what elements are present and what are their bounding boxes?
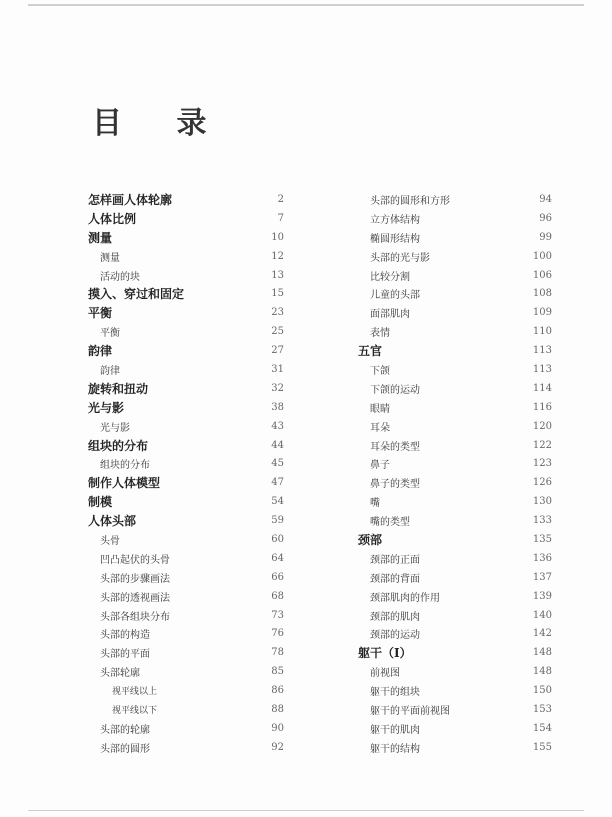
toc-entry[interactable]	[358, 492, 552, 511]
toc-entry-page: 90	[271, 722, 284, 734]
toc-entry-page: 108	[532, 288, 552, 300]
toc-entry[interactable]	[358, 624, 552, 643]
toc-entry-label: 韵律	[100, 365, 120, 377]
toc-entry-page: 47	[271, 477, 284, 489]
toc-entry[interactable]	[88, 511, 284, 530]
toc-entry-page: 109	[532, 307, 552, 319]
toc-entry-page: 59	[271, 515, 284, 527]
toc-entry-label: 平衡	[100, 328, 120, 340]
toc-entry-label: 头部的圆形	[100, 743, 150, 755]
toc-entry-page: 136	[532, 552, 552, 564]
toc-entry-page: 38	[271, 401, 284, 413]
toc-entry-page: 135	[532, 533, 552, 545]
toc-entry-label: 头部的轮廓	[100, 724, 150, 736]
toc-entry-page: 25	[271, 326, 284, 338]
toc-entry-label: 五官	[358, 344, 383, 359]
toc-entry-page: 130	[532, 496, 552, 508]
toc-entry[interactable]	[88, 322, 284, 341]
top-rule	[28, 4, 584, 6]
toc-entry[interactable]	[358, 530, 552, 549]
toc-entry-page: 32	[271, 382, 284, 394]
toc-entry-label: 下颌	[370, 365, 390, 377]
toc-entry[interactable]	[358, 738, 552, 757]
toc-entry[interactable]	[358, 587, 552, 606]
toc-entry[interactable]	[358, 568, 552, 587]
toc-entry-label: 摸入、穿过和固定	[88, 287, 185, 302]
toc-entry[interactable]	[358, 700, 552, 719]
toc-entry[interactable]	[358, 360, 552, 379]
toc-entry-label: 视平线以上	[112, 687, 158, 698]
toc-entry-label: 光与影	[88, 400, 125, 415]
toc-entry-label: 表情	[370, 328, 390, 340]
toc-left-column	[88, 190, 284, 757]
toc-entry-page: 110	[532, 326, 552, 338]
toc-entry-page: 113	[532, 363, 552, 375]
toc-entry[interactable]	[88, 341, 284, 360]
toc-entry[interactable]	[88, 379, 284, 398]
toc-entry[interactable]	[358, 643, 552, 662]
toc-entry-page: 7	[277, 212, 284, 224]
toc-entry-label: 头部的平面	[100, 649, 150, 661]
toc-entry-page: 126	[532, 477, 552, 489]
toc-entry[interactable]	[358, 436, 552, 455]
toc-entry[interactable]	[358, 473, 552, 492]
toc-entry-page: 92	[271, 741, 284, 753]
toc-entry-label: 组块的分布	[88, 438, 149, 453]
toc-entry-label: 颈部的肌肉	[370, 611, 420, 623]
toc-entry[interactable]	[88, 417, 284, 436]
toc-entry-page: 60	[271, 533, 284, 545]
toc-entry-label: 活动的块	[100, 271, 140, 283]
toc-entry-page: 23	[271, 307, 284, 319]
toc-entry-label: 嘴的类型	[370, 517, 410, 529]
toc-entry-label: 头部的透视画法	[100, 592, 170, 604]
toc-entry-page: 31	[271, 363, 284, 375]
toc-entry[interactable]	[88, 190, 284, 209]
toc-entry-label: 颈部的运动	[370, 630, 420, 642]
toc-entry-page: 155	[532, 741, 552, 753]
toc-entry[interactable]	[88, 662, 284, 681]
toc-entry[interactable]	[88, 266, 284, 285]
toc-entry[interactable]	[358, 228, 552, 247]
toc-entry[interactable]	[88, 398, 284, 417]
page-title: 目 录	[92, 106, 229, 142]
toc-entry-page: 114	[532, 382, 552, 394]
toc-entry-label: 椭圆形结构	[370, 233, 420, 245]
toc-entry[interactable]	[358, 719, 552, 738]
toc-entry-label: 耳朵	[370, 422, 390, 434]
toc-entry-label: 鼻子的类型	[370, 479, 420, 491]
toc-entry-page: 139	[532, 590, 552, 602]
toc-entry[interactable]	[358, 454, 552, 473]
toc-entry-label: 前视图	[370, 668, 400, 680]
toc-entry-label: 颈部	[358, 532, 383, 547]
toc-entry[interactable]	[358, 266, 552, 285]
toc-entry-page: 99	[539, 231, 552, 243]
toc-entry-label: 测量	[100, 252, 120, 264]
toc-entry-page: 15	[271, 288, 284, 300]
toc-entry-page: 13	[271, 269, 284, 281]
toc-entry-page: 100	[532, 250, 552, 262]
toc-entry-label: 躯干的肌肉	[370, 724, 420, 736]
toc-entry[interactable]	[88, 228, 284, 247]
toc-entry[interactable]	[358, 209, 552, 228]
toc-entry-label: 颈部的背面	[370, 573, 420, 585]
toc-entry-label: 嘴	[370, 498, 380, 510]
toc-entry[interactable]	[88, 492, 284, 511]
toc-entry-page: 68	[271, 590, 284, 602]
toc-entry-page: 148	[532, 647, 552, 659]
toc-entry[interactable]	[88, 247, 284, 266]
toc-entry-page: 94	[539, 193, 552, 205]
toc-entry[interactable]	[88, 530, 284, 549]
toc-entry[interactable]	[358, 511, 552, 530]
toc-entry-label: 人体比例	[88, 211, 137, 226]
toc-entry[interactable]	[358, 398, 552, 417]
toc-entry[interactable]	[358, 284, 552, 303]
toc-entry[interactable]	[88, 436, 284, 455]
toc-entry-label: 颈部的正面	[370, 554, 420, 566]
toc-entry[interactable]	[88, 587, 284, 606]
toc-right-column	[358, 190, 552, 757]
toc-entry-label: 怎样画人体轮廓	[88, 192, 173, 207]
toc-entry[interactable]	[358, 549, 552, 568]
toc-entry-page: 12	[271, 250, 284, 262]
toc-entry-label: 视平线以下	[112, 705, 158, 716]
toc-entry-page: 66	[271, 571, 284, 583]
toc-entry[interactable]	[88, 473, 284, 492]
toc-entry[interactable]	[358, 322, 552, 341]
toc-entry-page: 96	[539, 212, 552, 224]
toc-entry-label: 躯干（I）	[358, 646, 412, 661]
toc-entry-label: 头部的光与影	[370, 252, 430, 264]
toc-entry[interactable]	[88, 284, 284, 303]
toc-entry-page: 153	[532, 703, 552, 715]
toc-entry-label: 躯干的平面前视图	[370, 705, 450, 717]
toc-entry[interactable]	[358, 247, 552, 266]
toc-entry-page: 64	[271, 552, 284, 564]
toc-entry-label: 立方体结构	[370, 214, 420, 226]
toc-entry-page: 10	[271, 231, 284, 243]
toc-entry-page: 76	[271, 628, 284, 640]
toc-entry-label: 头部各组块分布	[100, 611, 170, 623]
toc-entry-label: 鼻子	[370, 460, 390, 472]
toc-entry-label: 躯干的组块	[370, 687, 420, 699]
toc-entry-page: 44	[271, 439, 284, 451]
toc-entry-page: 43	[271, 420, 284, 432]
toc-entry-label: 头部的构造	[100, 630, 150, 642]
toc-entry[interactable]	[88, 606, 284, 625]
toc-entry-page: 86	[271, 685, 284, 697]
toc-entry-page: 116	[532, 401, 552, 413]
toc-entry-label: 眼睛	[370, 403, 390, 415]
toc-entry-label: 面部肌肉	[370, 309, 410, 321]
toc-entry-label: 颈部肌肉的作用	[370, 592, 440, 604]
toc-entry[interactable]	[358, 417, 552, 436]
toc-entry[interactable]	[358, 341, 552, 360]
toc-entry-label: 躯干的结构	[370, 743, 420, 755]
toc-entry-page: 140	[532, 609, 552, 621]
toc-entry-label: 耳朵的类型	[370, 441, 420, 453]
toc-entry[interactable]	[88, 738, 284, 757]
toc-entry[interactable]	[88, 643, 284, 662]
toc-entry-label: 韵律	[88, 344, 113, 359]
toc-entry-page: 133	[532, 515, 552, 527]
toc-entry[interactable]	[88, 303, 284, 322]
toc-entry[interactable]	[88, 454, 284, 473]
toc-entry-page: 154	[532, 722, 552, 734]
toc-entry-label: 头部的步骤画法	[100, 573, 170, 585]
toc-entry-label: 制作人体模型	[88, 476, 161, 491]
toc-entry-label: 组块的分布	[100, 460, 150, 472]
toc-entry[interactable]	[358, 606, 552, 625]
toc-entry-page: 120	[532, 420, 552, 432]
toc-entry[interactable]	[358, 379, 552, 398]
toc-entry-label: 旋转和扭动	[88, 381, 149, 396]
toc-entry-page: 148	[532, 666, 552, 678]
toc-entry-label: 头骨	[100, 535, 120, 547]
toc-entry[interactable]	[88, 681, 284, 700]
bottom-rule	[28, 810, 584, 811]
toc-entry-page: 123	[532, 458, 552, 470]
toc-entry[interactable]	[88, 624, 284, 643]
toc-entry[interactable]	[88, 719, 284, 738]
toc-entry-label: 制模	[88, 495, 113, 510]
toc-entry-page: 54	[271, 496, 284, 508]
toc-entry-page: 142	[532, 628, 552, 640]
toc-entry-page: 2	[277, 193, 284, 205]
toc-entry[interactable]	[88, 360, 284, 379]
toc-entry-label: 儿童的头部	[370, 290, 420, 302]
toc-entry-label: 下颌的运动	[370, 384, 420, 396]
toc-entry-label: 人体头部	[88, 514, 137, 529]
toc-entry-page: 122	[532, 439, 552, 451]
toc-entry[interactable]	[358, 662, 552, 681]
toc-entry-label: 头部轮廓	[100, 668, 140, 680]
toc-entry-label: 头部的圆形和方形	[370, 195, 450, 207]
toc-entry-page: 150	[532, 685, 552, 697]
toc-entry-label: 凹凸起伏的头骨	[100, 554, 170, 566]
toc-entry-page: 88	[271, 703, 284, 715]
toc-entry-page: 27	[271, 345, 284, 357]
toc-entry-label: 测量	[88, 230, 113, 245]
toc-entry[interactable]	[358, 303, 552, 322]
toc-entry[interactable]	[88, 549, 284, 568]
toc-entry-page: 137	[532, 571, 552, 583]
toc-entry-label: 光与影	[100, 422, 130, 434]
toc-entry-page: 73	[271, 609, 284, 621]
toc-entry-page: 106	[532, 269, 552, 281]
toc-entry[interactable]	[88, 209, 284, 228]
toc-entry[interactable]	[358, 681, 552, 700]
toc-entry-page: 45	[271, 458, 284, 470]
toc-entry-page: 113	[532, 345, 552, 357]
toc-entry-label: 平衡	[88, 306, 113, 321]
toc-entry-page: 78	[271, 647, 284, 659]
toc-entry-label: 比较分割	[370, 271, 410, 283]
toc-entry-page: 85	[271, 666, 284, 678]
toc-entry[interactable]	[358, 190, 552, 209]
toc-entry[interactable]	[88, 568, 284, 587]
toc-entry[interactable]	[88, 700, 284, 719]
